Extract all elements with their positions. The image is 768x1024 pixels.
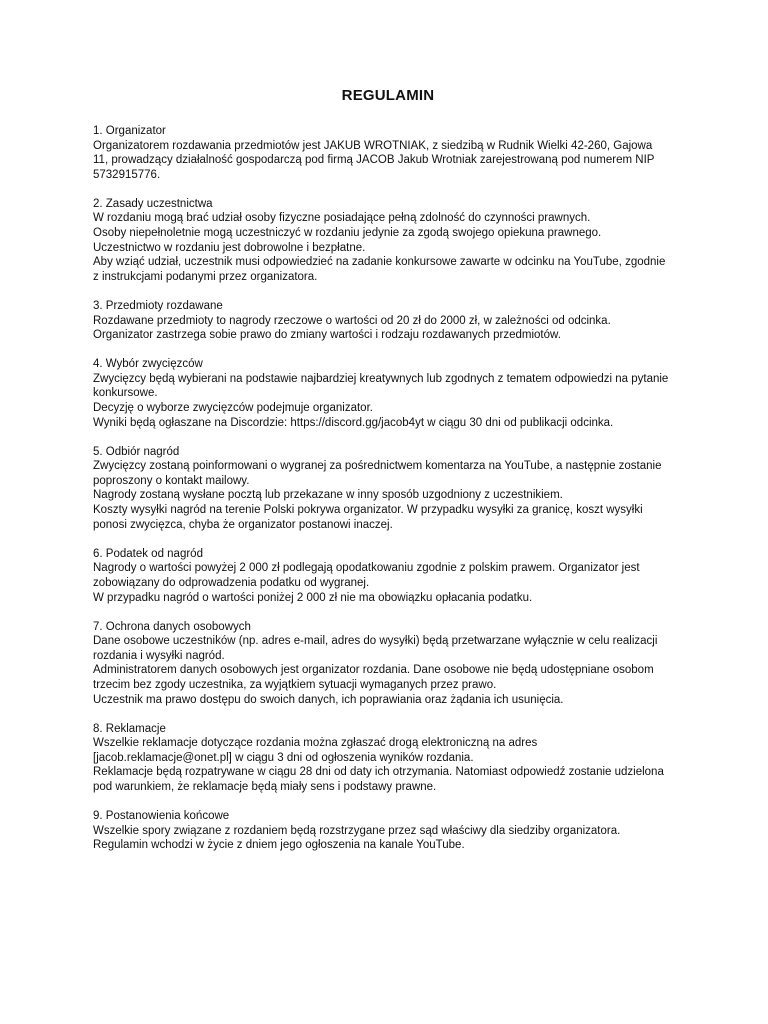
section-paragraph bbox=[93, 372, 683, 401]
document-title: REGULAMIN bbox=[341, 87, 435, 104]
paragraph-line: zobowiązany do odprowadzenia podatku od wygranej. bbox=[93, 576, 370, 589]
paragraph-line: W przypadku nagród o wartości poniżej 2 000 zł nie ma obowiązku opłacania podatku. bbox=[93, 591, 533, 604]
paragraph-line: trzecim bez zgody uczestnika, za wyjątkiem sytuacji wymaganych przez prawo. bbox=[93, 679, 497, 691]
paragraph-line: Osoby niepełnoletnie mogą uczestniczyć w rozdaniu jedynie za zgodą swojego opiekuna prawnego. bbox=[93, 227, 602, 240]
section-8 bbox=[93, 722, 683, 795]
paragraph-line: Regulamin wchodzi w życie z dniem jego ogłoszenia na kanale YouTube. bbox=[93, 839, 465, 852]
section-2 bbox=[93, 197, 683, 285]
section-heading: 2. Zasady uczestnictwa bbox=[93, 197, 213, 210]
section-paragraph bbox=[93, 328, 683, 343]
section-heading: 6. Podatek od nagród bbox=[93, 547, 203, 560]
section-heading: 3. Przedmioty rozdawane bbox=[93, 299, 223, 312]
paragraph-line: Nagrody zostaną wysłane pocztą lub przekazane w inny sposób uzgodniony z uczestnikiem. bbox=[93, 489, 563, 502]
section-6 bbox=[93, 547, 683, 605]
section-heading: 8. Reklamacje bbox=[93, 722, 166, 735]
paragraph-line: Administratorem danych osobowych jest organizator rozdania. Dane osobowe nie będą udostępniane osobom bbox=[93, 664, 654, 677]
section-paragraph bbox=[93, 226, 683, 241]
document-page bbox=[93, 86, 683, 867]
section-heading: 9. Postanowienia końcowe bbox=[93, 810, 230, 823]
section-paragraph bbox=[93, 314, 683, 329]
paragraph-line: Koszty wysyłki nagród na terenie Polski pokrywa organizator. W przypadku wysyłki za granicę, koszt wysyłki bbox=[93, 504, 643, 517]
section-paragraph bbox=[93, 838, 683, 853]
sections-container bbox=[93, 124, 683, 853]
paragraph-line: Uczestnictwo w rozdaniu jest dobrowolne i bezpłatne. bbox=[93, 241, 366, 254]
section-heading: 4. Wybór zwycięzców bbox=[93, 358, 203, 371]
paragraph-line: Wszelkie reklamacje dotyczące rozdania można zgłaszać drogą elektroniczną na adres bbox=[93, 737, 538, 750]
section-paragraph bbox=[93, 824, 683, 839]
section-paragraph bbox=[93, 459, 683, 488]
section-paragraph bbox=[93, 255, 683, 284]
paragraph-line: Organizator zastrzega sobie prawo do zmiany wartości i rodzaju rozdawanych przedmiotów. bbox=[93, 329, 561, 342]
paragraph-line: pod warunkiem, że reklamacje będą miały sens i podstawy prawne. bbox=[93, 781, 437, 794]
section-paragraph bbox=[93, 663, 683, 692]
paragraph-line: Decyzję o wyborze zwycięzców podejmuje organizator. bbox=[93, 402, 373, 414]
section-heading: 5. Odbiór nagród bbox=[93, 445, 180, 458]
section-4 bbox=[93, 357, 683, 430]
section-heading: 7. Ochrona danych osobowych bbox=[93, 620, 251, 633]
paragraph-line: Zwycięzcy zostaną poinformowani o wygranej za pośrednictwem komentarza na YouTube, a następnie zostanie bbox=[93, 460, 662, 473]
paragraph-line: Aby wziąć udział, uczestnik musi odpowiedzieć na zadanie konkursowe zawarte w odcinku na YouTube, zgodnie bbox=[93, 256, 666, 269]
paragraph-line: Reklamacje będą rozpatrywane w ciągu 28 dni od daty ich otrzymania. Natomiast odpowiedź zostanie udzielona bbox=[93, 766, 664, 779]
paragraph-line: poproszony o kontakt mailowy. bbox=[93, 474, 250, 487]
section-7 bbox=[93, 620, 683, 708]
paragraph-line: rozdania i wysyłki nagród. bbox=[93, 649, 225, 662]
paragraph-line: 5732915776. bbox=[93, 168, 161, 181]
section-paragraph bbox=[93, 241, 683, 256]
section-paragraph bbox=[93, 139, 683, 183]
paragraph-line: Rozdawane przedmioty to nagrody rzeczowe o wartości od 20 zł do 2000 zł, w zależności od odcinka. bbox=[93, 314, 611, 327]
section-3 bbox=[93, 299, 683, 343]
paragraph-line: Zwycięzcy będą wybierani na podstawie najbardziej kreatywnych lub zgodnych z tematem odpowiedzi na pytanie bbox=[93, 372, 669, 385]
section-paragraph bbox=[93, 693, 683, 708]
section-paragraph bbox=[93, 591, 683, 606]
paragraph-line: z instrukcjami podanymi przez organizatora. bbox=[93, 270, 318, 283]
paragraph-line: Uczestnik ma prawo dostępu do swoich danych, ich poprawiania oraz żądania ich usunięcia. bbox=[93, 693, 564, 706]
section-paragraph bbox=[93, 401, 683, 416]
paragraph-line: Organizatorem rozdawania przedmiotów jest JAKUB WROTNIAK, z siedzibą w Rudnik Wielki 42-260, Gajowa bbox=[93, 139, 653, 152]
section-9 bbox=[93, 809, 683, 853]
paragraph-line: konkursowe. bbox=[93, 387, 158, 400]
section-1 bbox=[93, 124, 683, 182]
section-paragraph bbox=[93, 503, 683, 532]
section-heading: 1. Organizator bbox=[93, 125, 166, 137]
paragraph-line: 11, prowadzący działalność gospodarczą pod firmą JACOB Jakub Wrotniak zarejestrowaną pod numerem NIP bbox=[93, 154, 655, 167]
paragraph-line: ponosi zwycięzca, chyba że organizator postanowi inaczej. bbox=[93, 518, 393, 531]
section-paragraph bbox=[93, 416, 683, 431]
paragraph-line: Nagrody o wartości powyżej 2 000 zł podlegają opodatkowaniu zgodnie z polskim prawem. Organizator jest bbox=[93, 562, 640, 575]
paragraph-line: W rozdaniu mogą brać udział osoby fizyczne posiadające pełną zdolność do czynności prawnych. bbox=[93, 212, 591, 225]
section-paragraph bbox=[93, 561, 683, 590]
paragraph-line: Dane osobowe uczestników (np. adres e-mail, adres do wysyłki) będą przetwarzane wyłącznie w celu realizacji bbox=[93, 635, 658, 648]
paragraph-line: [jacob.reklamacje@onet.pl] w ciągu 3 dni od ogłoszenia wyników rozdania. bbox=[93, 751, 474, 764]
section-paragraph bbox=[93, 634, 683, 663]
section-paragraph bbox=[93, 211, 683, 226]
section-paragraph bbox=[93, 736, 683, 765]
section-paragraph bbox=[93, 765, 683, 794]
section-5 bbox=[93, 445, 683, 533]
paragraph-line: Wyniki będą ogłaszane na Discordzie: https://discord.gg/jacob4yt w ciągu 30 dni od publikacji odcinka. bbox=[93, 416, 614, 429]
section-paragraph bbox=[93, 488, 683, 503]
paragraph-line: Wszelkie spory związane z rozdaniem będą rozstrzygane przez sąd właściwy dla siedziby organizatora. bbox=[93, 824, 621, 837]
